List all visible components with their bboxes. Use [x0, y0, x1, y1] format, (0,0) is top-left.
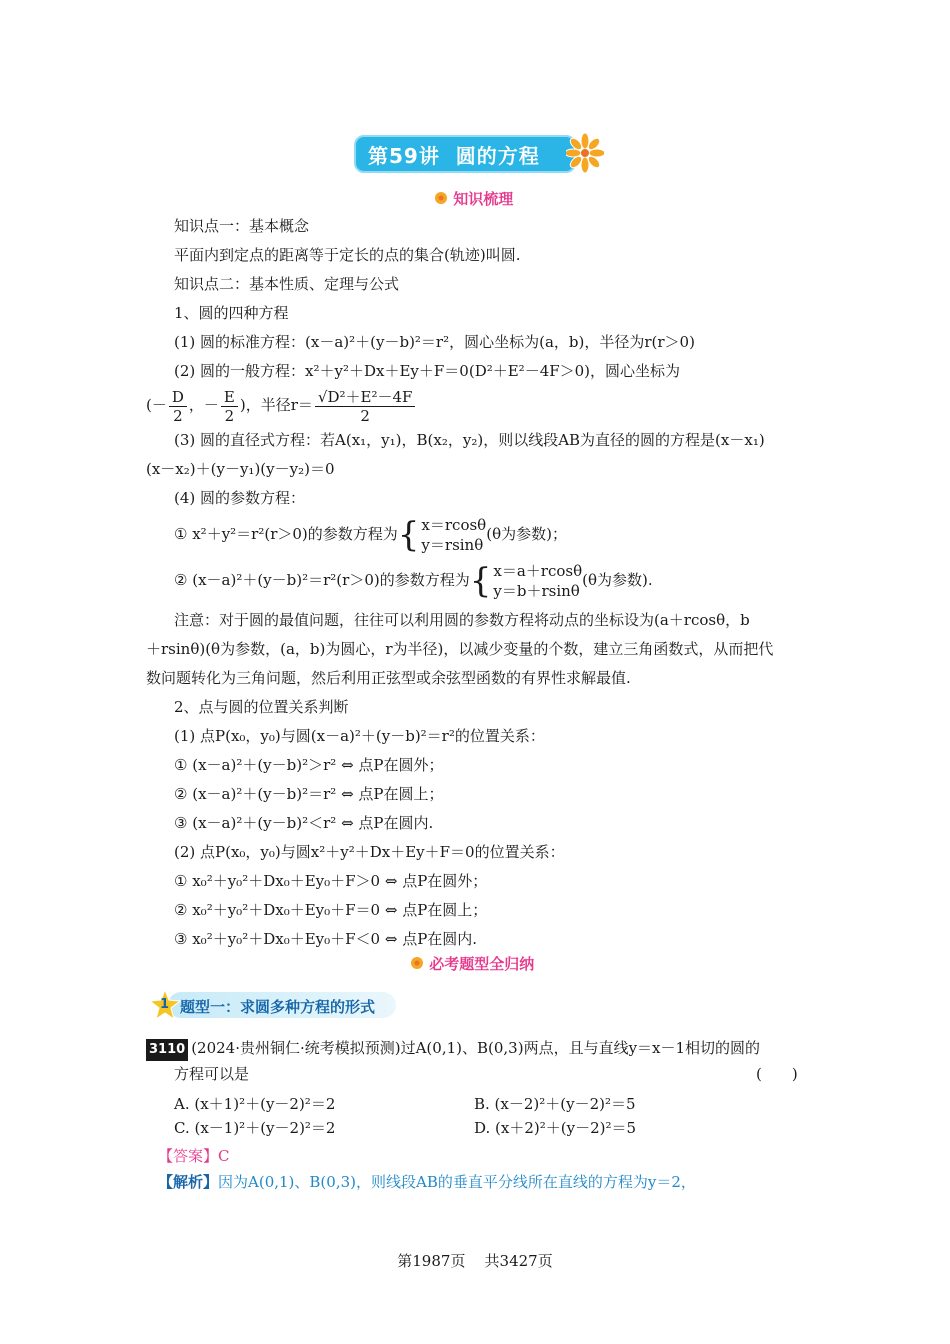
section-knowledge-label: 知识梳理 — [453, 190, 514, 208]
param-note: (θ为参数). — [582, 571, 653, 589]
type-heading-label: 题型一：求圆多种方程的形式 — [180, 998, 376, 1016]
frac-sign: (－ — [146, 396, 167, 414]
type-badge-number: 1 — [160, 997, 170, 1012]
frac-sign: ，－ — [188, 396, 219, 414]
text-line: 数问题转化为三角问题，然后利用正弦型或余弦型函数的有界性求解最值. — [146, 669, 631, 687]
answer-line — [158, 1146, 230, 1166]
frac-num: D — [169, 388, 187, 407]
page-total: 共3427页 — [484, 1252, 553, 1270]
text-line: ③ (x－a)²＋(y－b)²＜r² ⇔ 点P在圆内. — [174, 814, 434, 832]
section-types — [410, 953, 534, 974]
brace: { — [397, 515, 420, 555]
option-b: B. (x－2)²＋(y－2)²＝5 — [474, 1095, 636, 1113]
section-types-label: 必考题型全归纳 — [429, 955, 535, 973]
lecture-topic: 圆的方程 — [455, 144, 540, 168]
text-line: 知识点一：基本概念 — [174, 217, 310, 235]
lecture-title-banner — [354, 135, 600, 175]
param-label: ① x²＋y²＝r²(r＞0)的参数方程为 — [174, 525, 398, 543]
param-y: y＝rsinθ — [421, 536, 484, 554]
option-d: D. (x＋2)²＋(y－2)²＝5 — [474, 1119, 637, 1137]
text-line: (x－x₂)＋(y－y₁)(y－y₂)＝0 — [146, 460, 335, 478]
param-y: y＝b＋rsinθ — [493, 582, 580, 600]
fraction — [315, 388, 416, 425]
question-number: 3110 — [146, 1039, 188, 1061]
frac-num: √D²＋E²－4F — [315, 388, 416, 407]
question-stem-line-1 — [146, 1038, 760, 1061]
question-stem: (2024·贵州铜仁·统考模拟预测)过A(0,1)、B(0,3)两点，且与直线y＝x－1相切的圆的 — [191, 1039, 761, 1057]
center-radius-line: (－ $\frac{D}{2}$ ，－ $\frac{E}{2}$ )，半径r＝ $\frac{\text{√D²＋E²－4F}}{2}$ — [146, 386, 417, 425]
radius-text: ，半径 — [245, 396, 291, 414]
text-line: (2) 圆的一般方程：x²＋y²＋Dx＋Ey＋F＝0(D²＋E²－4F＞0)，圆心坐标为 — [174, 362, 681, 380]
text-line: ③ x₀²＋y₀²＋Dx₀＋Ey₀＋F＜0 ⇔ 点P在圆内. — [174, 930, 478, 948]
flower-small-icon — [410, 956, 424, 970]
lecture-number: 第59讲 — [368, 144, 440, 168]
page-number: 第1987页 — [397, 1252, 466, 1270]
answer-label: 【答案】 — [158, 1147, 219, 1165]
section-knowledge — [434, 188, 513, 209]
flower-small-icon — [434, 191, 448, 205]
param-eq-2 — [174, 558, 653, 602]
text-line: (4) 圆的参数方程： — [174, 489, 306, 507]
text-line: (3) 圆的直径式方程：若A(x₁，y₁)，B(x₂，y₂)，则以线段AB为直径的圆的方程是(x－x₁) — [174, 431, 765, 449]
brace: { — [469, 561, 492, 601]
param-label: ② (x－a)²＋(y－b)²＝r²(r＞0)的参数方程为 — [174, 571, 470, 589]
text-line: ＋rsinθ)(θ为参数，(a，b)为圆心，r为半径)，以减少变量的个数，建立三角函数式，从而把代 — [146, 640, 774, 658]
frac-den: 2 — [173, 406, 183, 425]
text-line: 1、圆的四种方程 — [174, 304, 289, 322]
option-a: A. (x＋1)²＋(y－2)²＝2 — [174, 1095, 336, 1113]
analysis-label: 【解析】 — [158, 1173, 219, 1191]
text-line: (2) 点P(x₀，y₀)与圆x²＋y²＋Dx＋Ey＋F＝0的位置关系： — [174, 843, 565, 861]
lecture-title — [368, 140, 540, 169]
answer-value: C — [218, 1147, 230, 1165]
param-x: x＝rcosθ — [421, 516, 487, 534]
frac-num: E — [221, 388, 238, 407]
answer-blank: ( ) — [756, 1065, 798, 1083]
fraction — [221, 388, 238, 425]
text-line: ① x₀²＋y₀²＋Dx₀＋Ey₀＋F＞0 ⇔ 点P在圆外； — [174, 872, 488, 890]
option-c: C. (x－1)²＋(y－2)²＝2 — [174, 1119, 336, 1137]
page-footer — [0, 1250, 950, 1271]
text-line: ① (x－a)²＋(y－b)²＞r² ⇔ 点P在圆外； — [174, 756, 444, 774]
type-heading — [148, 988, 398, 1022]
text-line: 注意：对于圆的最值问题，往往可以利用圆的参数方程将动点的坐标设为(a＋rcosθ，b — [174, 611, 750, 629]
param-system — [493, 561, 582, 601]
text-line: 2、点与圆的位置关系判断 — [174, 698, 349, 716]
text-line: (1) 点P(x₀，y₀)与圆(x－a)²＋(y－b)²＝r²的位置关系： — [174, 727, 545, 745]
analysis-line — [158, 1172, 696, 1192]
frac-den: 2 — [360, 406, 370, 425]
text-line: 知识点二：基本性质、定理与公式 — [174, 275, 400, 293]
radius-prefix: r＝ — [290, 396, 313, 414]
text-line: ② x₀²＋y₀²＋Dx₀＋Ey₀＋F＝0 ⇔ 点P在圆上； — [174, 901, 488, 919]
text-line: ② (x－a)²＋(y－b)²＝r² ⇔ 点P在圆上； — [174, 785, 444, 803]
fraction — [169, 388, 187, 425]
param-note: (θ为参数)； — [486, 525, 567, 543]
param-x: x＝a＋rcosθ — [493, 562, 583, 580]
frac-den: 2 — [224, 406, 235, 425]
text-line: 平面内到定点的距离等于定长的点的集合(轨迹)叫圆. — [174, 246, 521, 264]
question-stem-line-2: 方程可以是 — [174, 1065, 250, 1083]
param-system — [421, 515, 486, 555]
param-eq-1 — [174, 512, 567, 556]
analysis-text: 因为A(0,1)、B(0,3)，则线段AB的垂直平分线所在直线的方程为y＝2， — [218, 1173, 696, 1191]
text-line: (1) 圆的标准方程：(x－a)²＋(y－b)²＝r²，圆心坐标为(a，b)，半径为r(r＞0) — [174, 333, 695, 351]
flower-icon — [566, 133, 604, 173]
